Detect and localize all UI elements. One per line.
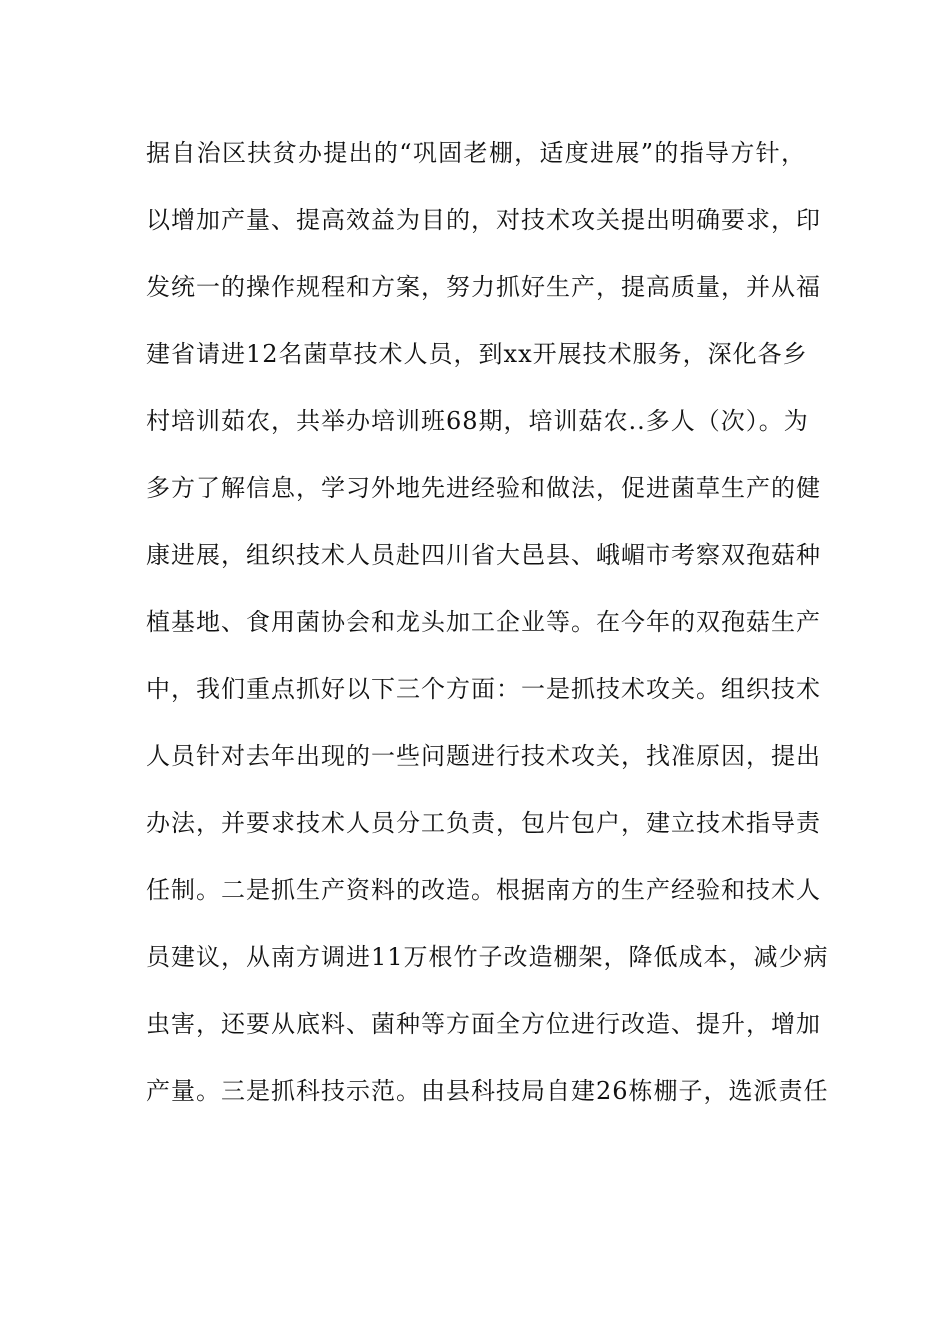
text-line: 虫害，还要从底料、菌种等方面全方位进行改造、提升，增加 bbox=[146, 1010, 821, 1038]
text-line: 发统一的操作规程和方案，努力抓好生产，提高质量，并从福 bbox=[146, 273, 821, 301]
text-line: 任制。二是抓生产资料的改造。根据南方的生产经验和技术人 bbox=[146, 876, 821, 904]
text-line: 村培训茹农，共举办培训班68期，培训菇农..多人（次）。为 bbox=[146, 407, 809, 435]
text-line: 人员针对去年出现的一些问题进行技术攻关，找准原因，提出 bbox=[146, 742, 821, 770]
text-line: 产量。三是抓科技示范。由县科技局自建26栋棚子，选派责任 bbox=[146, 1077, 829, 1105]
text-line: 植基地、食用菌协会和龙头加工企业等。在今年的双孢菇生产 bbox=[146, 608, 821, 636]
text-line: 多方了解信息，学习外地先进经验和做法，促进菌草生产的健 bbox=[146, 474, 821, 502]
text-line: 中，我们重点抓好以下三个方面：一是抓技术攻关。组织技术 bbox=[146, 675, 821, 703]
text-line: 以增加产量、提高效益为目的，对技术攻关提出明确要求，印 bbox=[146, 206, 821, 234]
text-line: 据自治区扶贫办提出的“巩固老棚，适度进展”的指导方针， bbox=[146, 139, 806, 167]
text-line: 办法，并要求技术人员分工负责，包片包户，建立技术指导责 bbox=[146, 809, 821, 837]
text-line: 员建议，从南方调进11万根竹子改造棚架，降低成本，减少病 bbox=[146, 943, 829, 971]
body-text bbox=[146, 128, 829, 1133]
text-line: 建省请进12名菌草技术人员，到xx开展技术服务，深化各乡 bbox=[146, 340, 808, 368]
text-line: 康进展，组织技术人员赴四川省大邑县、峨嵋市考察双孢菇种 bbox=[146, 541, 821, 569]
